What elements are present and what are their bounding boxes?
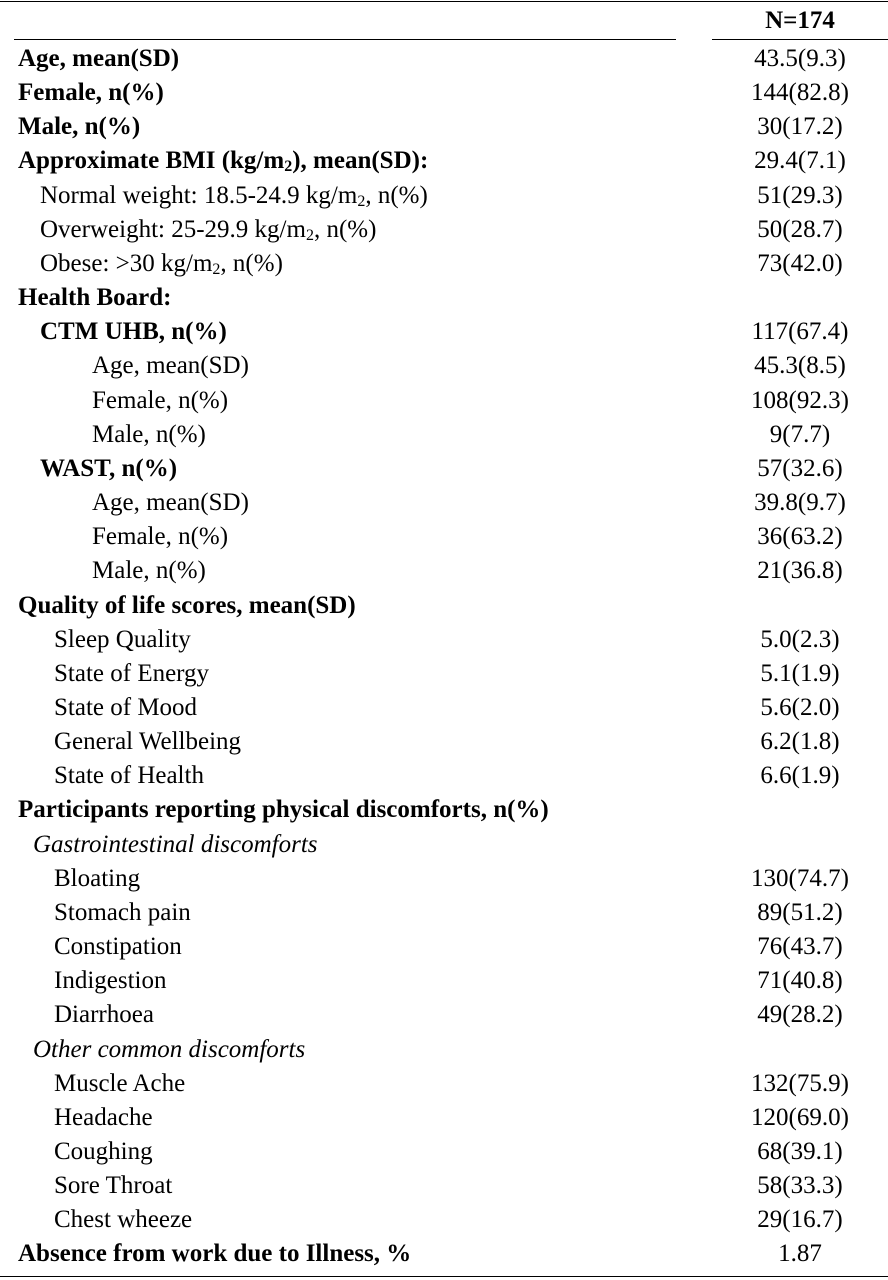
- table-row: [0, 213, 888, 247]
- row-value: 39.8(9.7): [754, 489, 846, 517]
- row-value: 5.6(2.0): [760, 693, 840, 721]
- row-label: Absence from work due to Illness, %: [18, 1240, 412, 1268]
- row-value: 9(7.7): [769, 420, 831, 448]
- table-row: [0, 657, 888, 691]
- table-row: [0, 725, 888, 759]
- row-label: Health Board:: [18, 284, 172, 312]
- table-row: [0, 623, 888, 657]
- table-row: [0, 1101, 888, 1135]
- row-label: Female, n(%): [92, 523, 229, 551]
- row-label: Indigestion: [54, 967, 167, 995]
- table-row: [0, 110, 888, 144]
- row-value: 57(32.6): [757, 454, 843, 482]
- table-row: [0, 384, 888, 418]
- row-value: 73(42.0): [757, 249, 843, 277]
- row-value: 50(28.7): [757, 215, 843, 243]
- row-label: State of Health: [54, 762, 204, 790]
- table-row: [0, 349, 888, 383]
- row-label: Other common discomforts: [33, 1035, 306, 1063]
- row-label: CTM UHB, n(%): [40, 318, 227, 346]
- table-row: [0, 76, 888, 110]
- table-row: [0, 179, 888, 213]
- row-label: Female, n(%): [18, 79, 164, 107]
- row-label: Approximate BMI $(kg/m_2)$, mean(SD):: [18, 147, 429, 176]
- table-row: [0, 486, 888, 520]
- table-row: [0, 828, 888, 862]
- row-label: Sore Throat: [54, 1172, 173, 1200]
- row-value: 120(69.0): [751, 1103, 849, 1131]
- row-label: Female, n(%): [92, 386, 229, 414]
- header-rule-left: [14, 39, 676, 40]
- header-rule-right: [712, 39, 888, 40]
- row-value: 5.1(1.9): [760, 659, 840, 687]
- row-label: Stomach pain: [54, 898, 191, 926]
- table-row: [0, 1033, 888, 1067]
- table-row: [0, 1237, 888, 1271]
- table-row: [0, 1203, 888, 1237]
- row-value: 36(63.2): [757, 523, 843, 551]
- table-row: [0, 418, 888, 452]
- row-label: General Wellbeing: [54, 728, 242, 756]
- row-value: 29.4(7.1): [754, 147, 846, 175]
- row-value: 130(74.7): [751, 864, 849, 892]
- row-label: Chest wheeze: [54, 1206, 193, 1234]
- table-row: [0, 998, 888, 1032]
- row-label: Coughing: [54, 1138, 153, 1165]
- row-value: 71(40.8): [757, 967, 843, 995]
- row-value: 51(29.3): [757, 181, 843, 209]
- row-value: 89(51.2): [757, 898, 843, 926]
- row-value: 6.6(1.9): [760, 762, 840, 790]
- table-row: [0, 793, 888, 827]
- row-label: Muscle Ache: [54, 1069, 186, 1097]
- row-label: Constipation: [54, 933, 182, 961]
- column-header-n: N=174: [765, 7, 835, 34]
- row-label: Male, n(%): [92, 420, 206, 448]
- row-value: 132(75.9): [751, 1069, 849, 1097]
- row-value: 21(36.8): [757, 557, 843, 585]
- table-row: [0, 452, 888, 486]
- row-value: 29(16.7): [757, 1206, 843, 1234]
- row-value: 6.2(1.8): [760, 728, 840, 756]
- row-value: 5.0(2.3): [760, 625, 840, 653]
- row-value: 30(17.2): [757, 113, 843, 141]
- row-label: Age, mean(SD): [92, 489, 249, 517]
- row-label: State of Mood: [54, 693, 198, 721]
- row-label: Bloating: [54, 864, 141, 892]
- row-value: 76(43.7): [757, 933, 843, 961]
- row-label: WAST, n(%): [40, 454, 178, 482]
- row-value: 144(82.8): [751, 79, 849, 107]
- table-row: [0, 862, 888, 896]
- table-row: [0, 589, 888, 623]
- row-label: Headache: [54, 1103, 153, 1131]
- table-row: [0, 1135, 888, 1169]
- table-row: [0, 691, 888, 725]
- table-row: [0, 759, 888, 793]
- row-value: 68(39.1): [757, 1138, 843, 1165]
- table-row: [0, 1169, 888, 1203]
- row-value: 43.5(9.3): [754, 45, 846, 72]
- row-label: Overweight: 25-29.9 $kg/m_2$, n(%): [40, 215, 377, 244]
- row-value: 58(33.3): [757, 1172, 843, 1200]
- table-row: [0, 964, 888, 998]
- table-body: [0, 42, 888, 1272]
- table-row: [0, 315, 888, 349]
- table-row: [0, 144, 888, 178]
- row-label: Gastrointestinal discomforts: [33, 830, 318, 858]
- row-value: 45.3(8.5): [754, 352, 846, 380]
- row-value: 117(67.4): [751, 318, 849, 346]
- table-row: [0, 554, 888, 588]
- row-label: Age, mean(SD): [18, 45, 180, 72]
- row-value: 1.87: [778, 1240, 822, 1268]
- row-label: Participants reporting physical discomforts, n(%): [18, 796, 549, 824]
- row-value: 49(28.2): [757, 1001, 843, 1029]
- row-value: 108(92.3): [751, 386, 849, 414]
- row-label: Sleep Quality: [54, 625, 191, 653]
- table-bottom-rule: [0, 1276, 888, 1277]
- row-label: State of Energy: [54, 659, 210, 687]
- row-label: Age, mean(SD): [92, 352, 249, 380]
- row-label: Normal weight: 18.5-24.9 $kg/m_2$, n(%): [40, 181, 428, 210]
- table-row: [0, 1067, 888, 1101]
- table-row: [0, 520, 888, 554]
- row-label: Diarrhoea: [54, 1001, 154, 1029]
- table-row: [0, 930, 888, 964]
- table-row: [0, 896, 888, 930]
- table-row: [0, 281, 888, 315]
- row-label: Obese: >30 $kg/m_2$, n(%): [40, 249, 283, 278]
- table-top-rule: [0, 1, 888, 2]
- row-label: Male, n(%): [92, 557, 206, 585]
- table-row: [0, 247, 888, 281]
- table-row: [0, 42, 888, 76]
- row-label: Quality of life scores, mean(SD): [18, 591, 356, 619]
- row-label: Male, n(%): [18, 113, 141, 141]
